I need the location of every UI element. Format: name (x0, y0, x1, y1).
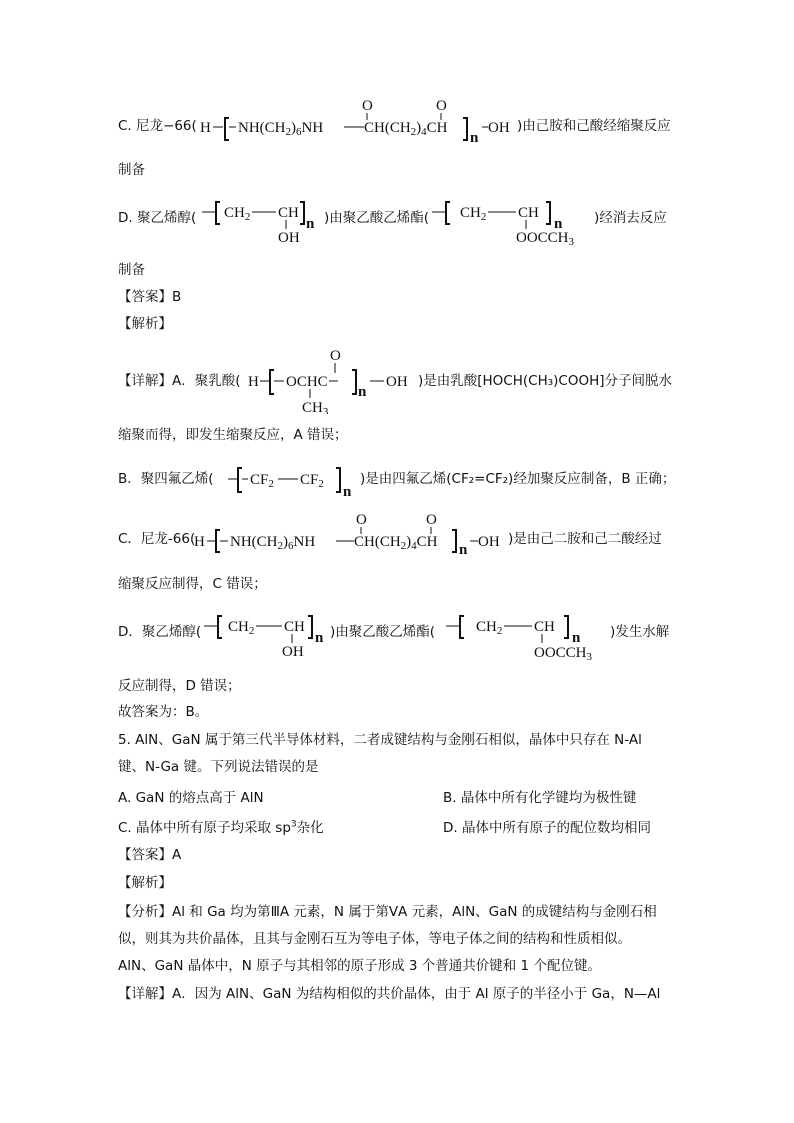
pvac2-ch2: $CH_2$ (476, 619, 503, 637)
formula-h: H (200, 120, 211, 136)
formula-nh: $NH(CH_2)_6NH$ (238, 120, 324, 138)
formula-n: n (470, 130, 479, 146)
q5-option-b: B. 晶体中所有化学键均为极性键 (443, 790, 637, 806)
q5-answer (118, 845, 181, 865)
detail-d-prefix: D．聚乙烯醇( (118, 624, 202, 640)
q5-analysis-line3: AlN、GaN 晶体中，N 原子与其相邻的原子形成 3 个普通共价键和 1 个配位键。 (118, 958, 601, 974)
formula-ch-chain: $CH(CH_2)_4CH$ (364, 120, 448, 138)
detail-c-prefix: C．尼龙-66( (118, 531, 196, 547)
pvac-ooc: $OOCCH_3$ (516, 230, 575, 248)
ptfe-n: n (343, 484, 352, 498)
q4-option-c-prefix: C. 尼龙−66( (118, 118, 197, 134)
q4-option-d-suffix: )经消去反应 (594, 210, 667, 226)
formula2-nh: $NH(CH_2)_6NH$ (230, 534, 316, 552)
q5-stem-line2: 键、N-Ga 键。下列说法错误的是 (118, 759, 319, 775)
conclusion: 故答案为：B。 (118, 704, 209, 720)
formula2-ch-chain: $CH(CH_2)_4CH$ (354, 534, 438, 552)
q5-answer-label: 【答案】 (118, 847, 172, 863)
formula2-o2: O (426, 512, 437, 528)
pvac-ch: CH (518, 205, 539, 221)
pva-n: n (306, 216, 315, 232)
formula2-n: n (459, 542, 468, 558)
detail-b-suffix: )是由四氟乙烯(CF₂=CF₂)经加聚反应制备，B 正确； (360, 471, 676, 487)
pla-n: n (358, 384, 367, 400)
q5-detail-line1: 【详解】A．因为 AlN、GaN 为结构相似的共价晶体，由于 Al 原子的半径小于 Ga，N—Al (118, 986, 661, 1002)
pva-ch2: $CH_2$ (224, 205, 251, 223)
detail-c-cont: 缩聚反应制得，C 错误； (118, 576, 267, 592)
formula-o2: O (436, 98, 447, 114)
q5-analysis-line2: 似，则其为共价晶体，且其与金刚石互为等电子体，等电子体之间的结构和性质相似。 (118, 931, 631, 947)
q5-option-c-tail: 杂化 (296, 820, 324, 836)
q4-answer (118, 287, 181, 307)
q4-analysis-label: 【解析】 (118, 316, 172, 332)
q4-option-d-mid: )由聚乙酸乙烯酯( (324, 210, 430, 226)
q4-option-c-cont: 制备 (118, 162, 145, 178)
ptfe-formula (226, 456, 366, 498)
pla-o: O (330, 348, 341, 364)
pvac2-ch: CH (534, 619, 555, 635)
pva2-oh: OH (282, 644, 304, 660)
formula-o1: O (362, 98, 373, 114)
nylon66-formula-1 (196, 96, 526, 146)
pvac-formula-2 (444, 610, 620, 664)
pla-oh: OH (386, 374, 408, 390)
formula2-h: H (194, 534, 205, 550)
pvac-n: n (554, 216, 563, 232)
formula2-oh: OH (478, 534, 500, 550)
detail-d-cont: 反应制得，D 错误； (118, 678, 241, 694)
detail-a-suffix: )是由乳酸[HOCH(CH₃)COOH]分子间脱水 (418, 373, 673, 389)
q5-option-c (118, 816, 324, 836)
pvac2-n: n (572, 630, 581, 646)
q5-option-c-sup: 3 (290, 819, 297, 830)
ptfe-cf2-a: $CF_2$ (250, 472, 274, 490)
q5-option-a: A. GaN 的熔点高于 AlN (118, 790, 264, 806)
pvac-ch2: $CH_2$ (460, 205, 487, 223)
detail-b-prefix: B．聚四氟乙烯( (118, 471, 214, 487)
pvac2-ooc: $OOCCH_3$ (534, 645, 593, 663)
q5-option-c-text: C. 晶体中所有原子均采取 sp (118, 820, 291, 836)
pva2-ch: CH (284, 619, 305, 635)
q5-analysis-line1: 【分析】Al 和 Ga 均为第ⅢA 元素，N 属于第ⅤA 元素，AlN、GaN 的成键结构与金刚石相 (118, 904, 657, 920)
pla-formula (246, 344, 418, 414)
nylon66-formula-2 (190, 510, 515, 558)
ptfe-cf2-b: $CF_2$ (300, 472, 324, 490)
q5-answer-value: A (172, 847, 182, 863)
q5-option-d: D. 晶体中所有原子的配位数均相同 (443, 820, 651, 836)
pva2-n: n (315, 630, 324, 646)
detail-a-cont: 缩聚而得，即发生缩聚反应，A 错误； (118, 427, 348, 443)
formula2-o1: O (356, 512, 367, 528)
pvac-formula-1 (430, 196, 600, 248)
detail-c-suffix: )是由己二胺和己二酸经过 (508, 531, 662, 547)
detail-d-suffix: )发生水解 (610, 624, 670, 640)
q5-stem-line1: 5. AlN、GaN 属于第三代半导体材料，二者成键结构与金刚石相似，晶体中只存在 N-Al (118, 732, 642, 748)
pva-formula-1 (200, 196, 320, 248)
pla-ochc: OCHC (286, 374, 328, 390)
q4-option-d-prefix: D. 聚乙烯醇( (118, 210, 197, 226)
answer-label: 【答案】 (118, 289, 172, 305)
q4-option-d-cont: 制备 (118, 262, 145, 278)
q4-option-c-suffix: )由己胺和己酸经缩聚反应 (517, 118, 671, 134)
q5-analysis-label: 【解析】 (118, 875, 172, 891)
q4-option-c (118, 116, 197, 136)
detail-d-mid: )由聚乙酸乙烯酯( (330, 624, 436, 640)
pva-formula-2 (202, 610, 332, 662)
pva-oh: OH (278, 230, 300, 246)
pva2-ch2: $CH_2$ (228, 619, 255, 637)
pla-ch3: $CH_3$ (302, 400, 329, 414)
formula-oh: OH (488, 120, 510, 136)
answer-value: B (172, 289, 182, 305)
pla-h: H (248, 374, 259, 390)
pva-ch: CH (278, 205, 299, 221)
detail-a-prefix: 【详解】A．聚乳酸( (118, 373, 241, 389)
